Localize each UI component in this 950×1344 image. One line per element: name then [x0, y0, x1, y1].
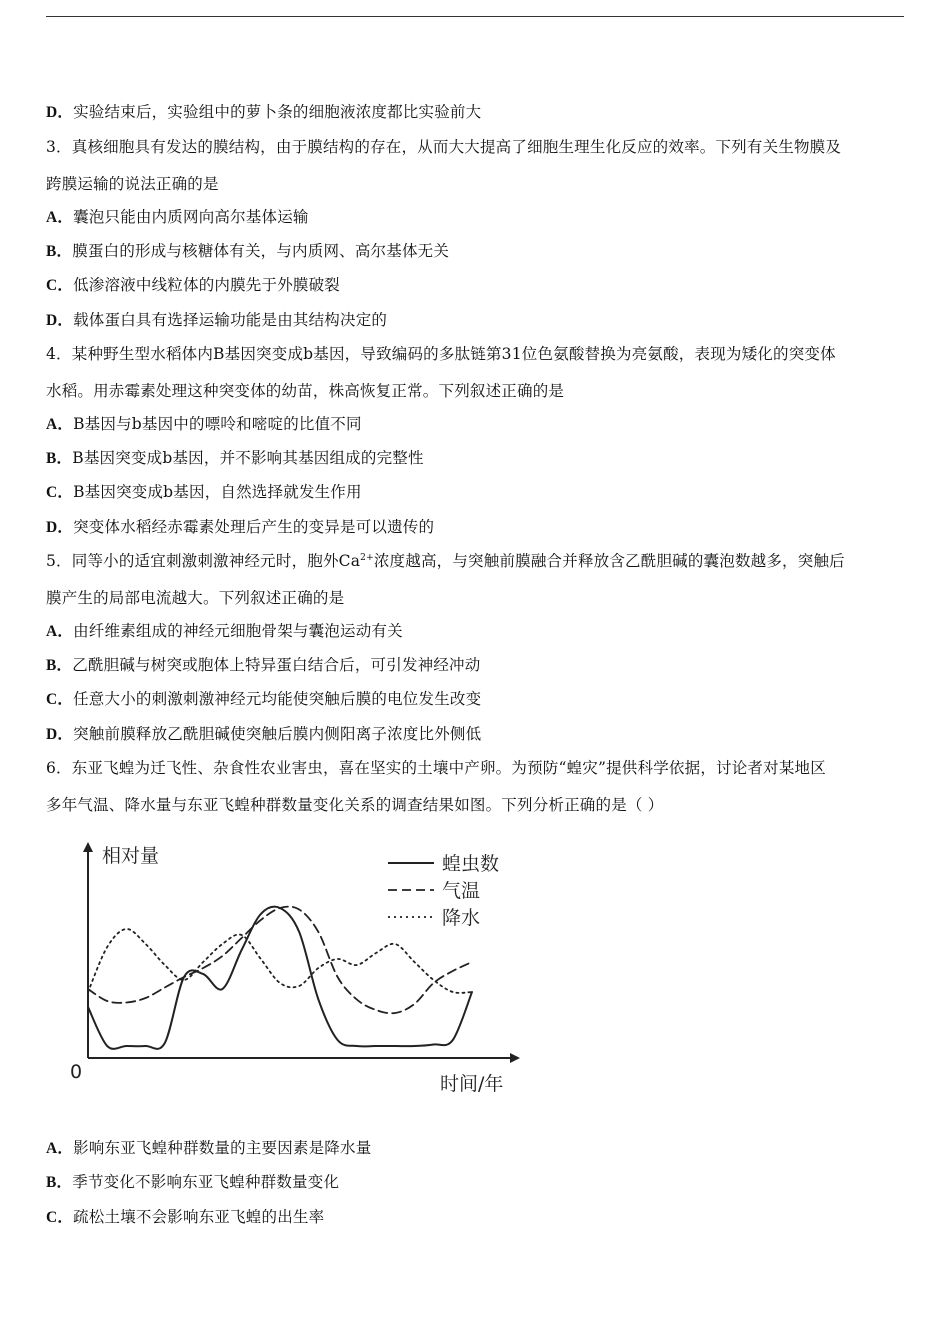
q5-stem-line-2: 膜产生的局部电流越大。下列叙述正确的是 [46, 589, 345, 607]
option-letter: C． [46, 277, 74, 294]
population-chart [60, 832, 530, 1102]
series-layer [88, 907, 472, 1049]
option-text: 影响东亚飞蝗种群数量的主要因素是降水量 [73, 1139, 372, 1157]
option-text: 载体蛋白具有选择运输功能是由其结构决定的 [73, 311, 388, 329]
option-letter: B． [46, 1174, 73, 1191]
q2-option-d[interactable] [46, 102, 481, 123]
q4-stem-line-2: 水稻。用赤霉素处理这种突变体的幼苗，株高恢复正常。下列叙述正确的是 [46, 382, 565, 400]
option-letter: A． [46, 1140, 74, 1157]
q6-stem-line-1: 6．东亚飞蝗为迁飞性、杂食性农业害虫，喜在坚实的土壤中产卵。为预防“蝗灾”提供科学依据，讨论者对某地区 [46, 759, 826, 777]
q3-stem-line-1: 3．真核细胞具有发达的膜结构，由于膜结构的存在，从而大大提高了细胞生理生化反应的效率。下列有关生物膜及 [46, 138, 842, 156]
y-axis-label: 相对量 [102, 845, 160, 867]
q4-option-b[interactable] [46, 448, 424, 469]
q4-option-d[interactable] [46, 517, 434, 538]
option-text: 突变体水稻经赤霉素处理后产生的变异是可以遗传的 [73, 518, 435, 536]
origin-label: 0 [70, 1061, 83, 1083]
q5-stem-part-a: 5．同等小的适宜刺激刺激神经元时，胞外Ca [46, 552, 361, 570]
option-text: 囊泡只能由内质网向高尔基体运输 [73, 208, 309, 226]
option-text: 实验结束后，实验组中的萝卜条的细胞液浓度都比实验前大 [73, 103, 482, 121]
option-text: 由纤维素组成的神经元细胞骨架与囊泡运动有关 [73, 622, 403, 640]
q5-option-c[interactable] [46, 689, 481, 710]
option-text: 疏松土壤不会影响东亚飞蝗的出生率 [73, 1208, 325, 1226]
series-line-3 [88, 929, 472, 993]
q6-stem-line-2: 多年气温、降水量与东亚飞蝗种群数量变化关系的调查结果如图。下列分析正确的是（ ） [46, 796, 664, 814]
option-letter: B． [46, 243, 73, 260]
q4-stem-line-1: 4．某种野生型水稻体内B基因突变成b基因，导致编码的多肽链第31位色氨酸替换为亮氨酸，表现为矮化的突变体 [46, 345, 836, 363]
option-letter: A． [46, 416, 74, 433]
option-letter: D． [46, 104, 74, 121]
option-text: 低渗溶液中线粒体的内膜先于外膜破裂 [73, 276, 340, 294]
q5-stem-part-b: 浓度越高，与突触前膜融合并释放含乙酰胆碱的囊泡数越多，突触后 [373, 552, 845, 570]
q6-option-b[interactable] [46, 1172, 339, 1193]
option-text: 季节变化不影响东亚飞蝗种群数量变化 [72, 1173, 340, 1191]
option-letter: C． [46, 484, 74, 501]
option-text: B基因突变成b基因，自然选择就发生作用 [73, 483, 362, 501]
option-letter: D． [46, 726, 74, 743]
series-line-2 [88, 907, 472, 1014]
option-text: 任意大小的刺激刺激神经元均能使突触后膜的电位发生改变 [73, 690, 482, 708]
option-text: 膜蛋白的形成与核糖体有关，与内质网、高尔基体无关 [72, 242, 450, 260]
q3-option-c[interactable] [46, 275, 340, 296]
q4-option-c[interactable] [46, 482, 362, 503]
option-letter: D． [46, 312, 74, 329]
q4-option-a[interactable] [46, 414, 362, 435]
q5-option-d[interactable] [46, 724, 481, 745]
q3-option-d[interactable] [46, 310, 387, 331]
option-letter: A． [46, 623, 74, 640]
option-letter: D． [46, 519, 74, 536]
q3-option-a[interactable] [46, 207, 309, 228]
legend-label-2: 气温 [442, 880, 481, 902]
option-text: 突触前膜释放乙酰胆碱使突触后膜内侧阳离子浓度比外侧低 [73, 725, 482, 743]
q3-option-b[interactable] [46, 241, 449, 262]
option-text: B基因突变成b基因，并不影响其基因组成的完整性 [72, 449, 424, 467]
x-axis-label: 时间/年 [440, 1073, 504, 1095]
q5-option-b[interactable] [46, 655, 480, 676]
legend-label-3: 降水 [442, 907, 481, 929]
option-letter: A． [46, 209, 74, 226]
series-line-1 [88, 907, 472, 1049]
q5-option-a[interactable] [46, 621, 403, 642]
q6-option-a[interactable] [46, 1138, 371, 1159]
legend-label-1: 蝗虫数 [442, 853, 500, 875]
option-letter: C． [46, 691, 74, 708]
q3-stem-line-2: 跨膜运输的说法正确的是 [46, 175, 219, 193]
q5-stem-line-1 [46, 551, 845, 571]
option-letter: C． [46, 1209, 74, 1226]
header-rule [46, 16, 904, 17]
q5-stem-superscript: 2+ [360, 552, 374, 563]
q6-option-c[interactable] [46, 1207, 324, 1228]
option-letter: B． [46, 657, 73, 674]
option-text: 乙酰胆碱与树突或胞体上特异蛋白结合后，可引发神经冲动 [72, 656, 481, 674]
option-text: B基因与b基因中的嘌呤和嘧啶的比值不同 [73, 415, 362, 433]
option-letter: B． [46, 450, 73, 467]
legend [388, 853, 499, 929]
